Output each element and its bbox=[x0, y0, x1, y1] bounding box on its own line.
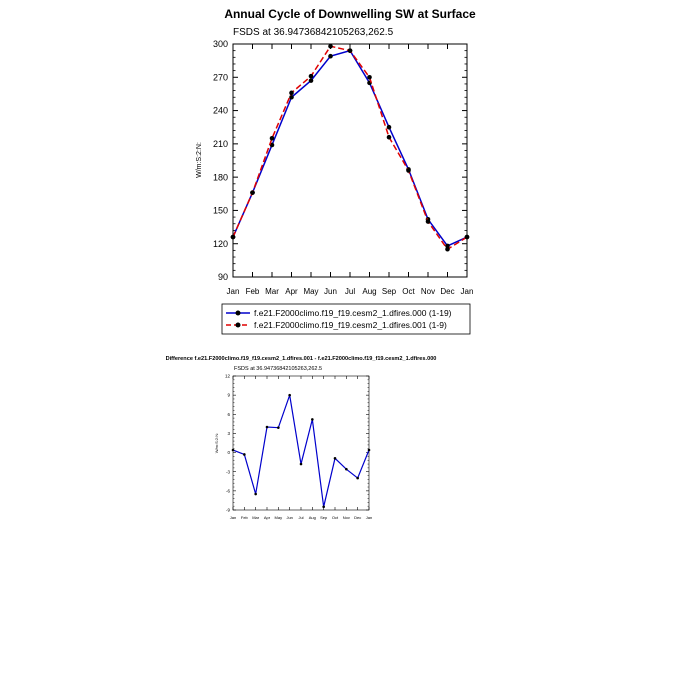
data-point bbox=[266, 426, 269, 429]
y-tick-label: 120 bbox=[212, 238, 228, 249]
x-tick-label: Jan bbox=[226, 287, 240, 296]
x-tick-label: Nov bbox=[342, 515, 350, 520]
data-point bbox=[367, 75, 372, 80]
legend-label: f.e21.F2000climo.f19_f19.cesm2_1.dfires.001 (1-9) bbox=[254, 320, 447, 330]
data-point bbox=[254, 493, 257, 496]
x-tick-label: May bbox=[274, 515, 283, 520]
data-point bbox=[232, 449, 235, 452]
legend bbox=[222, 304, 470, 334]
x-tick-label: Mar bbox=[252, 515, 260, 520]
x-tick-label: Dec bbox=[354, 515, 362, 520]
chart-subtitle: FSDS at 36.94736842105263,262.5 bbox=[234, 366, 323, 372]
data-point bbox=[328, 44, 333, 49]
x-tick-label: Mar bbox=[265, 287, 279, 296]
data-point bbox=[288, 394, 291, 397]
x-tick-label: Nov bbox=[420, 287, 436, 296]
data-point bbox=[348, 48, 353, 53]
data-point bbox=[426, 219, 431, 224]
y-tick-label: 9 bbox=[227, 392, 230, 398]
data-point bbox=[387, 135, 392, 140]
data-point bbox=[356, 477, 359, 480]
x-tick-label: May bbox=[303, 287, 319, 296]
y-tick-label: 3 bbox=[227, 431, 230, 437]
data-point bbox=[465, 235, 470, 240]
x-tick-label: Feb bbox=[245, 287, 260, 296]
x-tick-label: Jun bbox=[286, 515, 293, 520]
y-tick-label: 12 bbox=[224, 373, 230, 379]
y-tick-label: 270 bbox=[212, 72, 228, 83]
series-line bbox=[233, 46, 467, 249]
x-tick-label: Jul bbox=[344, 287, 356, 296]
y-tick-label: 300 bbox=[212, 39, 228, 50]
legend-marker bbox=[236, 323, 241, 328]
chart-subtitle: FSDS at 36.94736842105263,262.5 bbox=[233, 27, 394, 38]
x-tick-label: Jul bbox=[298, 515, 304, 520]
y-tick-label: 6 bbox=[227, 411, 230, 417]
x-tick-label: Jan bbox=[365, 515, 373, 520]
x-tick-label: Apr bbox=[285, 287, 298, 296]
data-point bbox=[445, 247, 450, 252]
plot-border bbox=[233, 376, 369, 510]
y-axis bbox=[213, 39, 467, 282]
chart-title: Difference f.e21.F2000climo.f19_f19.cesm2_1.dfires.001 - f.e21.F2000climo.f19_f19.cesm2_1.dfires.000 bbox=[165, 356, 437, 362]
data-point bbox=[243, 453, 246, 456]
x-tick-label: Jan bbox=[229, 515, 237, 520]
data-point bbox=[309, 78, 314, 83]
y-tick-label: 180 bbox=[212, 172, 228, 183]
data-point bbox=[231, 235, 236, 240]
data-point bbox=[250, 190, 255, 195]
plot-border bbox=[233, 44, 467, 277]
series-line bbox=[233, 395, 369, 507]
series-layer bbox=[232, 394, 371, 508]
x-tick-label: Apr bbox=[263, 515, 271, 520]
data-point bbox=[289, 91, 294, 96]
y-tick-label: 150 bbox=[212, 205, 228, 216]
plot-frame bbox=[233, 44, 467, 277]
plot-frame bbox=[233, 376, 369, 510]
data-point bbox=[387, 125, 392, 130]
x-tick-label: Oct bbox=[402, 287, 415, 296]
y-tick-label: -9 bbox=[225, 507, 230, 513]
data-point bbox=[406, 168, 411, 173]
x-tick-label: Sep bbox=[381, 287, 397, 296]
y-tick-label: -6 bbox=[225, 488, 230, 494]
data-point bbox=[328, 54, 333, 59]
x-tick-label: Feb bbox=[240, 515, 248, 520]
x-tick-label: Oct bbox=[331, 515, 339, 520]
data-point bbox=[322, 506, 325, 509]
y-axis-label: W/m:S:2:N: bbox=[214, 432, 219, 454]
data-point bbox=[334, 457, 337, 460]
x-tick-label: Dec bbox=[440, 287, 455, 296]
series-layer bbox=[231, 44, 470, 252]
y-tick-label: -3 bbox=[225, 469, 230, 475]
legend-entry-1 bbox=[226, 320, 447, 330]
legend-entry-0 bbox=[226, 308, 452, 318]
y-axis-label: W/m:S:2:N: bbox=[196, 142, 203, 178]
x-tick-label: Aug bbox=[362, 287, 377, 296]
x-axis bbox=[230, 376, 372, 520]
y-tick-label: 90 bbox=[217, 272, 228, 283]
data-point bbox=[270, 136, 275, 141]
chart-title: Annual Cycle of Downwelling SW at Surface bbox=[224, 7, 476, 21]
data-point bbox=[368, 449, 371, 452]
x-tick-label: Aug bbox=[308, 515, 316, 520]
x-tick-label: Jan bbox=[460, 287, 474, 296]
x-tick-label: Jun bbox=[324, 287, 337, 296]
data-point bbox=[311, 418, 314, 421]
data-point bbox=[300, 463, 303, 466]
data-point bbox=[289, 95, 294, 100]
annual-cycle-chart bbox=[196, 7, 476, 296]
data-point bbox=[309, 74, 314, 79]
y-tick-label: 0 bbox=[227, 450, 230, 456]
legend-label: f.e21.F2000climo.f19_f19.cesm2_1.dfires.000 (1-19) bbox=[254, 308, 452, 318]
difference-chart bbox=[166, 356, 437, 520]
legend-marker bbox=[236, 311, 241, 316]
y-tick-label: 210 bbox=[212, 139, 228, 150]
data-point bbox=[345, 468, 348, 471]
x-tick-label: Sep bbox=[320, 515, 328, 520]
data-point bbox=[277, 426, 280, 429]
x-axis bbox=[227, 44, 474, 296]
y-tick-label: 240 bbox=[212, 105, 228, 116]
